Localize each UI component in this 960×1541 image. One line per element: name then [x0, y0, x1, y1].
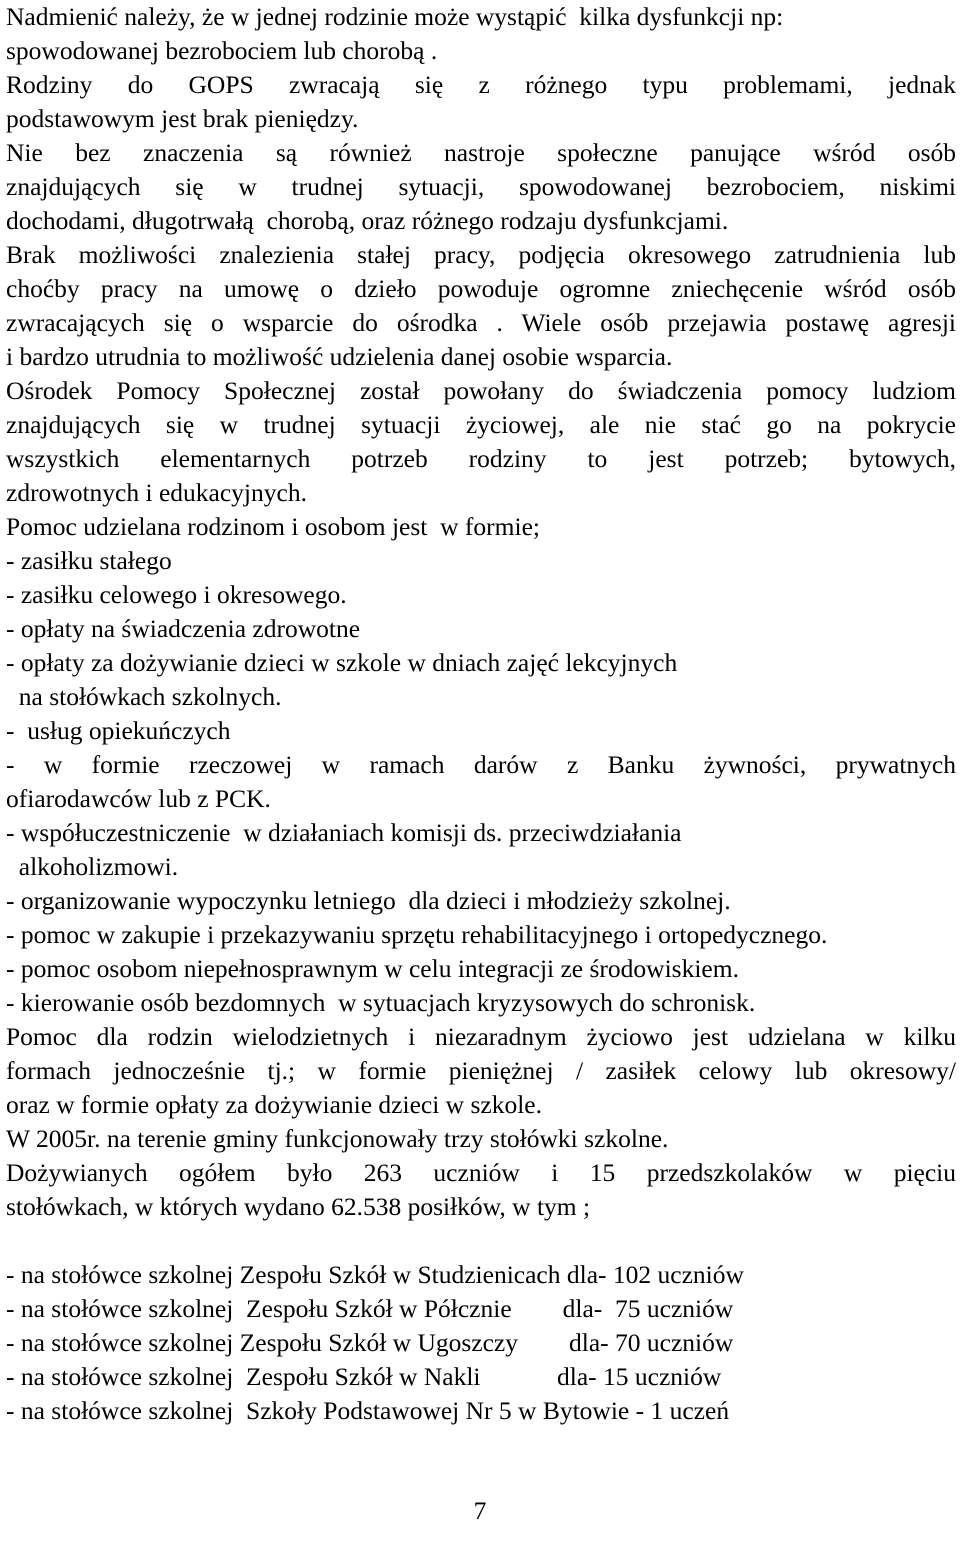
text-line: znajdujących się w trudnej sytuacji, spowodowanej bezrobociem, niskimi — [6, 172, 956, 201]
paragraph-dysfunctions — [6, 0, 956, 68]
text-line: stołówkach, w których wydano 62.538 posiłków, w tym ; — [6, 1192, 591, 1221]
text-line: Dożywianych ogółem było 263 uczniów i 15 przedszkolaków w pięciu — [6, 1158, 956, 1187]
paragraph-canteens-2005 — [6, 1122, 956, 1156]
text-line: zwracających się o wsparcie do ośrodka . Wiele osób przejawia postawę agresji — [6, 308, 956, 337]
page-number: 7 — [473, 1496, 487, 1525]
text-line: oraz w formie opłaty za dożywianie dzieci w szkole. — [6, 1090, 542, 1119]
paragraph-problems — [6, 68, 956, 136]
text-line: formach jednocześnie tj.; w formie pieniężnej / zasiłek celowy lub okresowy/ — [6, 1056, 956, 1085]
canteen-list-item: - na stołówce szkolnej Zespołu Szkół w Studzienicach dla- 102 uczniów — [6, 1260, 744, 1289]
text-line: spowodowanej bezrobociem lub chorobą . — [6, 36, 438, 65]
list-item: - współuczestniczenie w działaniach komisji ds. przeciwdziałania — [6, 818, 682, 847]
paragraph-lack-of-work — [6, 238, 956, 374]
list-item: - w formie rzeczowej w ramach darów z Banku żywności, prywatnych — [6, 750, 956, 779]
canteen-list-item: - na stołówce szkolnej Szkoły Podstawowej Nr 5 w Bytowie - 1 uczeń — [6, 1396, 730, 1425]
text-line: dochodami, długotrwałą chorobą, oraz różnego rodzaju dysfunkcjami. — [6, 206, 729, 235]
list-item: - kierowanie osób bezdomnych w sytuacjach kryzysowych do schronisk. — [6, 988, 756, 1017]
text-line: choćby pracy na umowę o dzieło powoduje ogromne zniechęcenie wśród osób — [6, 274, 956, 303]
list-item-continuation: na stołówkach szkolnych. — [6, 682, 282, 711]
paragraph-meals-total — [6, 1156, 956, 1224]
list-item: - zasiłku celowego i okresowego. — [6, 580, 347, 609]
list-canteens — [6, 1258, 956, 1428]
text-line: zdrowotnych i edukacyjnych. — [6, 478, 307, 507]
blank-line — [6, 1224, 956, 1258]
list-item: - pomoc w zakupie i przekazywaniu sprzętu rehabilitacyjnego i ortopedycznego. — [6, 920, 828, 949]
text-line: Rodziny do GOPS zwracają się z różnego typu problemami, jednak — [6, 70, 956, 99]
list-item: - pomoc osobom niepełnosprawnym w celu integracji ze środowiskiem. — [6, 954, 739, 983]
text-line: Ośrodek Pomocy Społecznej został powołany do świadczenia pomocy ludziom — [6, 376, 956, 405]
list-forms-of-help — [6, 510, 956, 1020]
canteen-list-item: - na stołówce szkolnej Zespołu Szkół w Ugoszczy dla- 70 uczniów — [6, 1328, 734, 1357]
text-line: Nie bez znaczenia są również nastroje społeczne panujące wśród osób — [6, 138, 956, 167]
canteen-list-item: - na stołówce szkolnej Zespołu Szkół w Nakli dla- 15 uczniów — [6, 1362, 722, 1391]
text-line: W 2005r. na terenie gminy funkcjonowały trzy stołówki szkolne. — [6, 1124, 669, 1153]
list-item: - usług opiekuńczych — [6, 716, 231, 745]
canteen-list-item: - na stołówce szkolnej Zespołu Szkół w Półcznie dla- 75 uczniów — [6, 1294, 734, 1323]
text-line: Nadmienić należy, że w jednej rodzinie może wystąpić kilka dysfunkcji np: — [6, 2, 784, 31]
text-line: Brak możliwości znalezienia stałej pracy, podjęcia okresowego zatrudnienia lub — [6, 240, 956, 269]
document-page — [6, 0, 956, 1428]
list-item: - zasiłku stałego — [6, 546, 172, 575]
list-item: - opłaty na świadczenia zdrowotne — [6, 614, 361, 643]
list-item: - opłaty za dożywianie dzieci w szkole w dniach zajęć lekcyjnych — [6, 648, 678, 677]
text-line: Pomoc dla rodzin wielodzietnych i niezaradnym życiowo jest udzielana w kilku — [6, 1022, 956, 1051]
list-item: - organizowanie wypoczynku letniego dla dzieci i młodzieży szkolnej. — [6, 886, 731, 915]
text-line: podstawowym jest brak pieniędzy. — [6, 104, 359, 133]
list-item-continuation: alkoholizmowi. — [6, 852, 179, 881]
list-heading: Pomoc udzielana rodzinom i osobom jest w formie; — [6, 512, 540, 541]
text-line: i bardzo utrudnia to możliwość udzielenia danej osobie wsparcia. — [6, 342, 673, 371]
list-item-continuation: ofiarodawców lub z PCK. — [6, 784, 271, 813]
text-line: znajdujących się w trudnej sytuacji życiowej, ale nie stać go na pokrycie — [6, 410, 956, 439]
text-line: wszystkich elementarnych potrzeb rodziny to jest potrzeb; bytowych, — [6, 444, 956, 473]
paragraph-large-families — [6, 1020, 956, 1122]
paragraph-social-moods — [6, 136, 956, 238]
paragraph-ops-role — [6, 374, 956, 510]
